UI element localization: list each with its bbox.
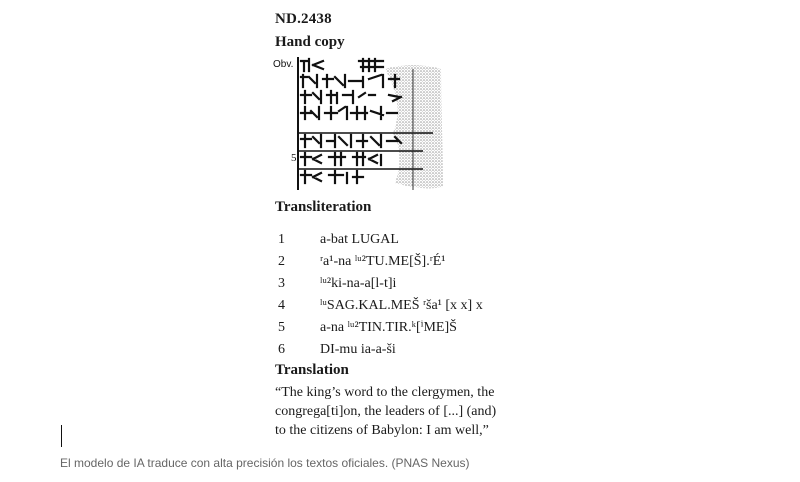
handcopy-heading: Hand copy xyxy=(275,34,345,50)
transliteration-heading: Transliteration xyxy=(275,199,372,215)
line-number: 2 xyxy=(278,254,285,269)
line-number: 3 xyxy=(278,276,285,291)
line-number: 5 xyxy=(278,320,285,335)
line-number: 1 xyxy=(278,232,285,247)
obverse-label: Obv. xyxy=(273,59,294,70)
line-text: ˡᵘ²ki-na-a[l-t]i xyxy=(320,276,397,291)
line-text: a-bat LUGAL xyxy=(320,232,399,247)
line-number: 4 xyxy=(278,298,285,313)
line-text: ˡᵘSAG.KAL.MEŠ ʳša¹ [x x] x xyxy=(320,298,483,313)
line-text: a-na ˡᵘ²TIN.TIR.ᵏ[ⁱME]Š xyxy=(320,320,457,335)
image-caption: El modelo de IA traduce con alta precisión los textos oficiales. (PNAS Nexus) xyxy=(60,456,470,470)
line-number: 6 xyxy=(278,342,285,357)
translation-line: to the citizens of Babylon: I am well,” xyxy=(275,423,489,438)
cuneiform-handcopy-image xyxy=(273,55,445,193)
line-text: DI-mu ia-a-ši xyxy=(320,342,396,357)
translation-text xyxy=(275,383,496,440)
tablet-id: ND.2438 xyxy=(275,11,332,27)
translation-line: congrega[ti]on, the leaders of [...] (and) xyxy=(275,404,497,419)
line-number-marker: 5 xyxy=(291,152,297,164)
translation-heading: Translation xyxy=(275,362,349,378)
line-text: ʳa¹-na ˡᵘ²TU.ME[Š].ʳÉ¹ xyxy=(320,254,446,269)
text-cursor xyxy=(61,425,62,447)
translation-line: “The king’s word to the clergymen, the xyxy=(275,385,495,400)
